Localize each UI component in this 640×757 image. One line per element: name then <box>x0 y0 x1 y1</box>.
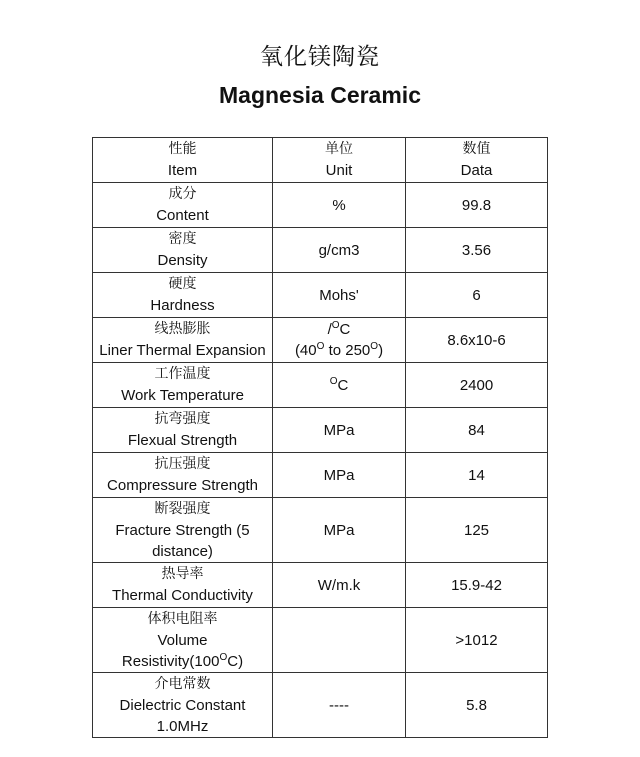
item-cell <box>93 273 273 318</box>
item-cell <box>93 183 273 228</box>
table-row <box>93 318 548 363</box>
header-item-en: Item <box>167 162 198 179</box>
page-title-chinese: 氧化镁陶瓷 <box>260 44 380 70</box>
unit-line-2: ($40^O$ to $250^O$) <box>294 341 384 359</box>
item-cn: 工作温度 <box>154 366 211 382</box>
item-en-line-2: 1.0MHz <box>156 717 209 735</box>
item-cell <box>93 498 273 563</box>
value-cell: >1012 <box>406 608 548 673</box>
item-cell <box>93 453 273 498</box>
item-cn: 断裂强度 <box>154 500 211 517</box>
item-en-line-1: Volume <box>157 631 208 649</box>
header-unit-en: Unit <box>325 162 353 179</box>
unit-cell: W/m.k <box>273 563 406 608</box>
item-en: Liner Thermal Expansion <box>99 342 266 359</box>
unit-cell: MPa <box>273 498 406 563</box>
value-cell: 15.9-42 <box>406 563 548 608</box>
header-unit-cn: 单位 <box>325 141 353 157</box>
item-en: Hardness <box>150 297 215 314</box>
unit-cell: Mohs' <box>273 273 406 318</box>
header-item-cn: 性能 <box>168 141 197 157</box>
item-cell <box>93 408 273 453</box>
item-en: Content <box>156 207 209 224</box>
item-en: Compressure Strength <box>107 477 258 494</box>
unit-line-1: /$^O$C <box>327 320 351 338</box>
item-en-line-1: Dielectric Constant <box>119 696 246 714</box>
item-en-line-2: $Resistivity(100^OC)$ <box>121 651 244 670</box>
item-en-line-1: Fracture Strength (5 <box>115 521 250 539</box>
header-item-cell <box>93 138 273 183</box>
item-cn: 密度 <box>168 231 197 247</box>
value-cell: 2400 <box>406 363 548 408</box>
item-cn: 抗弯强度 <box>154 411 211 427</box>
item-cn: 硬度 <box>168 276 197 292</box>
item-cn: 热导率 <box>161 566 204 582</box>
item-cell <box>93 673 273 738</box>
value-cell: 8.6x10-6 <box>406 318 548 363</box>
item-cn: 成分 <box>168 186 197 202</box>
unit-cell: ---- <box>273 673 406 738</box>
unit-cell: MPa <box>273 408 406 453</box>
value-cell: 99.8 <box>406 183 548 228</box>
value-cell: 6 <box>406 273 548 318</box>
unit-cell: g/cm3 <box>273 228 406 273</box>
item-cn: 抗压强度 <box>154 456 211 472</box>
properties-table <box>92 137 548 738</box>
item-cell <box>93 608 273 673</box>
item-en: Thermal Conductivity <box>112 587 253 604</box>
unit-cell <box>273 318 406 363</box>
item-cell <box>93 318 273 363</box>
unit-cell: MPa <box>273 453 406 498</box>
unit-cell <box>273 608 406 673</box>
table-row <box>93 498 548 563</box>
item-en: Flexual Strength <box>127 432 238 449</box>
value-cell: 14 <box>406 453 548 498</box>
header-unit-cell <box>273 138 406 183</box>
header-data-en: Data <box>460 162 493 179</box>
header-data-cn: 数值 <box>462 141 491 157</box>
table-row <box>93 563 548 608</box>
item-cell <box>93 563 273 608</box>
value-cell: 125 <box>406 498 548 563</box>
table-header-row <box>93 138 548 183</box>
value-cell: 84 <box>406 408 548 453</box>
item-cn: 介电常数 <box>154 675 211 692</box>
unit-cell: % <box>273 183 406 228</box>
table-row <box>93 273 548 318</box>
value-cell: 3.56 <box>406 228 548 273</box>
table-row <box>93 673 548 738</box>
item-cell <box>93 363 273 408</box>
item-cell <box>93 228 273 273</box>
item-en: Work Temperature <box>121 387 244 404</box>
value-cell: 5.8 <box>406 673 548 738</box>
table-row <box>93 363 548 408</box>
table-row <box>93 608 548 673</box>
unit-cell: $^O$C <box>273 363 406 408</box>
item-en-line-2: distance) <box>152 542 213 560</box>
table-row <box>93 183 548 228</box>
item-en: Density <box>157 252 208 269</box>
item-cn: 体积电阻率 <box>147 610 218 627</box>
page-title-english: Magnesia Ceramic <box>219 82 421 108</box>
item-cn: 线热膨胀 <box>154 321 211 337</box>
table-row <box>93 453 548 498</box>
table-row <box>93 228 548 273</box>
header-data-cell <box>406 138 548 183</box>
table-row <box>93 408 548 453</box>
